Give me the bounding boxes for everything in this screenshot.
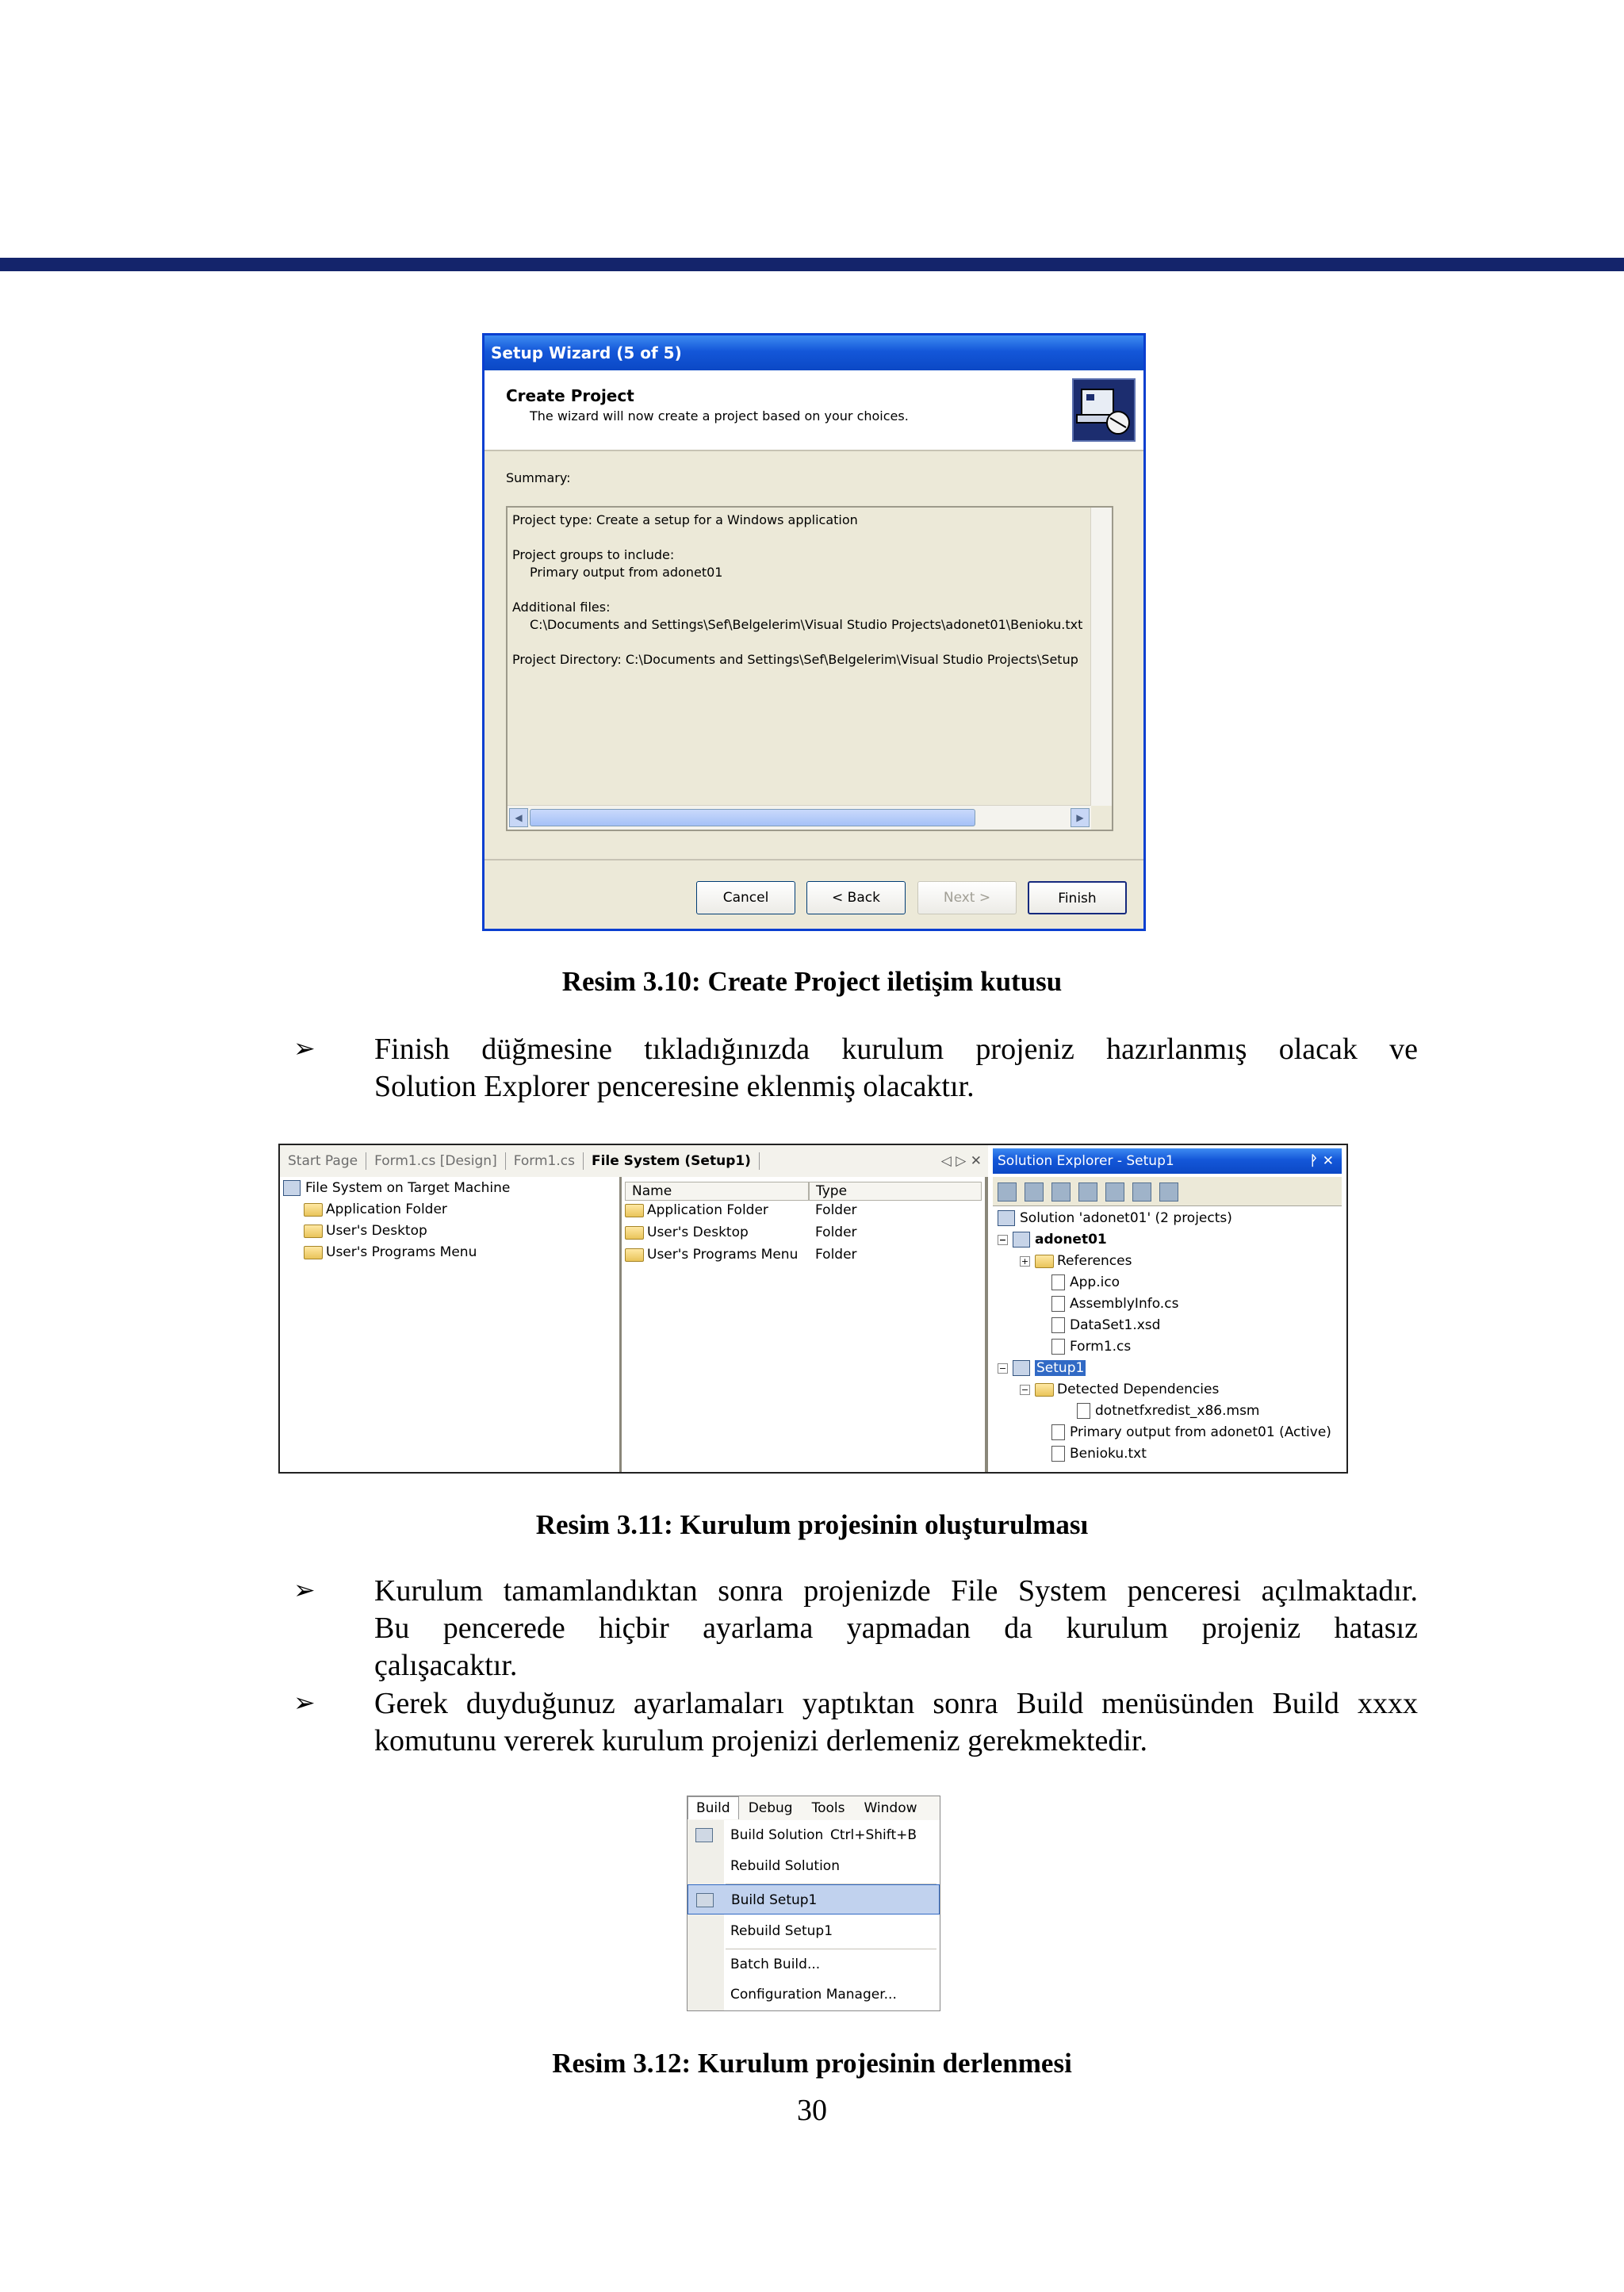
file-system-editor-icon[interactable] — [1105, 1182, 1124, 1202]
bullet-3-line-2: komutunu vererek kurulum projenizi derlemeniz gerekmektedir. — [374, 1724, 1147, 1757]
tree-item-references[interactable] — [1020, 1253, 1132, 1269]
list-item-type: Folder — [815, 1202, 857, 1218]
caption-figure-3-12: Resim 3.12: Kurulum projesinin derlenmesi — [552, 2048, 1072, 2079]
xsd-file-icon — [1051, 1317, 1065, 1333]
bullet-arrow-icon: ➢ — [293, 1035, 316, 1064]
tree-item-label: Detected Dependencies — [1057, 1382, 1220, 1397]
list-item[interactable] — [625, 1202, 768, 1218]
wizard-heading: Create Project — [506, 386, 634, 405]
menu-item-build-setup1[interactable] — [688, 1884, 940, 1914]
summary-files-label: Additional files: — [512, 600, 611, 615]
computer-icon — [283, 1180, 301, 1196]
file-list — [622, 1177, 988, 1472]
build-menu-screenshot — [687, 1796, 940, 2011]
file-system-tree — [280, 1177, 622, 1472]
view-designer-icon[interactable] — [1078, 1182, 1097, 1202]
folder-icon — [625, 1248, 644, 1262]
collapse-icon[interactable]: − — [998, 1234, 1007, 1245]
list-item-type: Folder — [815, 1247, 857, 1263]
tab-scroll-close-controls[interactable]: ◁ ▷ ✕ — [940, 1153, 982, 1169]
tree-item-label: DataSet1.xsd — [1070, 1317, 1161, 1333]
summary-textbox[interactable] — [506, 506, 1113, 831]
next-button[interactable]: Next > — [917, 881, 1017, 914]
tree-item-application-folder[interactable] — [304, 1202, 447, 1217]
setup-computer-icon — [1072, 378, 1136, 442]
tree-root-label: File System on Target Machine — [305, 1180, 511, 1196]
wizard-separator — [485, 859, 1143, 860]
document-tabs — [280, 1145, 988, 1178]
collapse-icon[interactable]: − — [998, 1363, 1007, 1374]
wizard-subheading: The wizard will now create a project based on your choices. — [530, 408, 909, 424]
vertical-scrollbar[interactable] — [1090, 508, 1112, 806]
summary-label: Summary: — [506, 470, 571, 485]
summary-groups-value: Primary output from adonet01 — [530, 565, 723, 580]
menu-tools[interactable]: Tools — [811, 1800, 845, 1816]
column-header-type[interactable]: Type — [809, 1182, 982, 1201]
file-types-editor-icon[interactable] — [1159, 1182, 1178, 1202]
tree-item-dotnetfxredist[interactable] — [1077, 1403, 1260, 1419]
tree-item-assemblyinfo[interactable] — [1051, 1296, 1178, 1312]
menu-debug[interactable]: Debug — [748, 1800, 793, 1816]
menu-item-configuration-manager[interactable] — [688, 1980, 940, 2010]
tree-item-label: Primary output from adonet01 (Active) — [1070, 1424, 1331, 1440]
bullet-1-line-1: Finish düğmesine tıkladığınızda kurulum projeniz hazırlanmış olacak ve — [374, 1033, 1418, 1066]
pin-close-icon[interactable]: ᚹ ✕ — [1309, 1153, 1334, 1169]
tree-item-solution[interactable] — [998, 1210, 1232, 1226]
tree-item-label: User's Programs Menu — [326, 1244, 477, 1260]
caption-figure-3-11: Resim 3.11: Kurulum projesinin oluşturulması — [535, 1509, 1089, 1540]
tree-item-adonet01[interactable] — [998, 1232, 1107, 1248]
menu-window[interactable]: Window — [864, 1800, 917, 1816]
solution-explorer-toolbar — [993, 1177, 1342, 1206]
menu-item-label: Configuration Manager... — [730, 1987, 897, 2003]
tree-item-dataset1[interactable] — [1051, 1317, 1160, 1333]
menu-item-label: Build Solution — [730, 1827, 824, 1843]
bullet-arrow-icon: ➢ — [293, 1689, 316, 1718]
wizard-title-bar: Setup Wizard (5 of 5) — [485, 335, 1143, 370]
scroll-left-arrow-icon[interactable]: ◀ — [509, 808, 528, 827]
collapse-icon[interactable]: − — [1021, 1384, 1029, 1395]
bullet-3-line-1: Gerek duyduğunuz ayarlamaları yaptıktan sonra Build menüsünden Build xxxx — [374, 1687, 1418, 1720]
tree-item-primary-output[interactable] — [1051, 1424, 1331, 1440]
text-file-icon — [1051, 1446, 1065, 1462]
menu-item-rebuild-setup1[interactable] — [688, 1916, 940, 1946]
tab-form1-cs[interactable]: Form1.cs — [506, 1152, 584, 1170]
horizontal-scrollbar[interactable] — [508, 805, 1091, 830]
menu-build[interactable]: Build — [688, 1796, 739, 1819]
header-rule — [0, 258, 1624, 271]
view-code-icon[interactable] — [1051, 1182, 1071, 1202]
tree-item-setup1[interactable] — [998, 1360, 1086, 1376]
bullet-2-line-3: çalışacaktır. — [374, 1649, 518, 1682]
tree-item-label: Benioku.txt — [1070, 1446, 1147, 1462]
references-icon — [1035, 1255, 1054, 1268]
tab-form1-design[interactable]: Form1.cs [Design] — [366, 1152, 506, 1170]
menu-item-label: Rebuild Solution — [730, 1858, 840, 1874]
solution-explorer-title — [993, 1148, 1342, 1174]
tree-item-users-desktop[interactable] — [304, 1223, 427, 1239]
cancel-button[interactable]: Cancel — [696, 881, 795, 914]
folder-icon — [304, 1203, 323, 1217]
tree-item-benioku[interactable] — [1051, 1446, 1147, 1462]
tree-item-detected-dependencies[interactable] — [1020, 1382, 1219, 1397]
folder-icon — [625, 1226, 644, 1240]
menu-item-build-solution[interactable] — [688, 1820, 940, 1850]
icon-file-icon — [1051, 1274, 1065, 1290]
bullet-2-line-2: Bu pencerede hiçbir ayarlama yapmadan da kurulum projeniz hatasız — [374, 1612, 1418, 1645]
tree-item-form1[interactable] — [1051, 1339, 1131, 1355]
scroll-right-arrow-icon[interactable]: ▶ — [1071, 808, 1090, 827]
tree-item-label: dotnetfxredist_x86.msm — [1095, 1403, 1260, 1419]
solution-explorer — [988, 1145, 1346, 1472]
list-item[interactable] — [625, 1247, 798, 1263]
tree-item-label: adonet01 — [1035, 1232, 1107, 1248]
tree-item-label: Form1.cs — [1070, 1339, 1132, 1355]
menu-item-batch-build[interactable] — [688, 1949, 940, 1980]
menu-item-label: Batch Build... — [730, 1957, 821, 1972]
list-item-name: User's Desktop — [647, 1225, 749, 1240]
build-solution-icon — [695, 1828, 713, 1842]
solution-icon — [998, 1210, 1015, 1226]
expand-icon[interactable]: + — [1021, 1255, 1029, 1267]
tree-item-users-programs-menu[interactable] — [304, 1244, 477, 1260]
tree-item-app-ico[interactable] — [1051, 1274, 1120, 1290]
registry-editor-icon[interactable] — [1132, 1182, 1151, 1202]
tree-item-label: Application Folder — [326, 1202, 447, 1217]
scroll-thumb[interactable] — [530, 809, 975, 826]
setup-wizard-dialog — [482, 333, 1146, 931]
tab-file-system[interactable]: File System (Setup1) — [584, 1152, 760, 1170]
folder-icon — [304, 1225, 323, 1238]
tree-root[interactable] — [283, 1180, 510, 1196]
menu-item-shortcut: Ctrl+Shift+B — [830, 1827, 917, 1843]
folder-icon — [625, 1204, 644, 1217]
setup-project-icon — [1013, 1360, 1030, 1376]
cs-file-icon — [1051, 1296, 1065, 1312]
menu-item-label: Build Setup1 — [731, 1892, 818, 1908]
menu-item-label: Rebuild Setup1 — [730, 1923, 833, 1939]
list-item-name: Application Folder — [647, 1202, 768, 1218]
bullet-2-line-1: Kurulum tamamlandıktan sonra projenizde File System penceresi açılmaktadır. — [374, 1574, 1418, 1608]
solution-explorer-title-text: Solution Explorer - Setup1 — [998, 1153, 1174, 1169]
folder-icon — [304, 1246, 323, 1259]
list-item-type: Folder — [815, 1225, 857, 1240]
tree-item-label: User's Desktop — [326, 1223, 427, 1239]
summary-project-directory: Project Directory: C:\Documents and Settings\Sef\Belgelerim\Visual Studio Projects\Setup — [512, 652, 1078, 667]
refresh-icon[interactable] — [1025, 1182, 1044, 1202]
merge-module-icon — [1077, 1403, 1090, 1419]
tab-start-page[interactable]: Start Page — [280, 1152, 366, 1170]
summary-groups-label: Project groups to include: — [512, 547, 675, 562]
finish-button[interactable]: Finish — [1028, 881, 1127, 914]
bullet-1-line-2: Solution Explorer penceresine eklenmiş olacaktır. — [374, 1070, 975, 1103]
tree-item-label: AssemblyInfo.cs — [1070, 1296, 1179, 1312]
back-button[interactable]: < Back — [806, 881, 906, 914]
summary-project-type: Project type: Create a setup for a Windows application — [512, 512, 858, 527]
menu-bar — [688, 1796, 940, 1820]
page-number: 30 — [797, 2094, 827, 2127]
tree-item-label: References — [1057, 1253, 1132, 1269]
tree-item-label: Solution 'adonet01' (2 projects) — [1020, 1210, 1232, 1226]
ide-screenshot — [278, 1144, 1348, 1474]
menu-item-rebuild-solution[interactable] — [688, 1851, 940, 1881]
folder-icon — [1035, 1383, 1054, 1397]
build-project-icon — [696, 1893, 714, 1907]
wizard-header — [485, 370, 1143, 451]
bullet-arrow-icon: ➢ — [293, 1577, 316, 1605]
tree-item-label: App.ico — [1070, 1274, 1120, 1290]
summary-files-value: C:\Documents and Settings\Sef\Belgelerim\Visual Studio Projects\adonet01\Benioku.txt — [530, 617, 1083, 632]
tree-item-label: Setup1 — [1036, 1360, 1085, 1376]
csharp-project-icon — [1013, 1232, 1030, 1248]
output-icon — [1051, 1424, 1065, 1440]
caption-figure-3-10: Resim 3.10: Create Project iletişim kutusu — [561, 966, 1063, 997]
list-item-name: User's Programs Menu — [647, 1247, 799, 1263]
column-header-name[interactable]: Name — [625, 1182, 809, 1201]
form-file-icon — [1051, 1339, 1065, 1355]
properties-icon[interactable] — [998, 1182, 1017, 1202]
list-item[interactable] — [625, 1225, 749, 1240]
